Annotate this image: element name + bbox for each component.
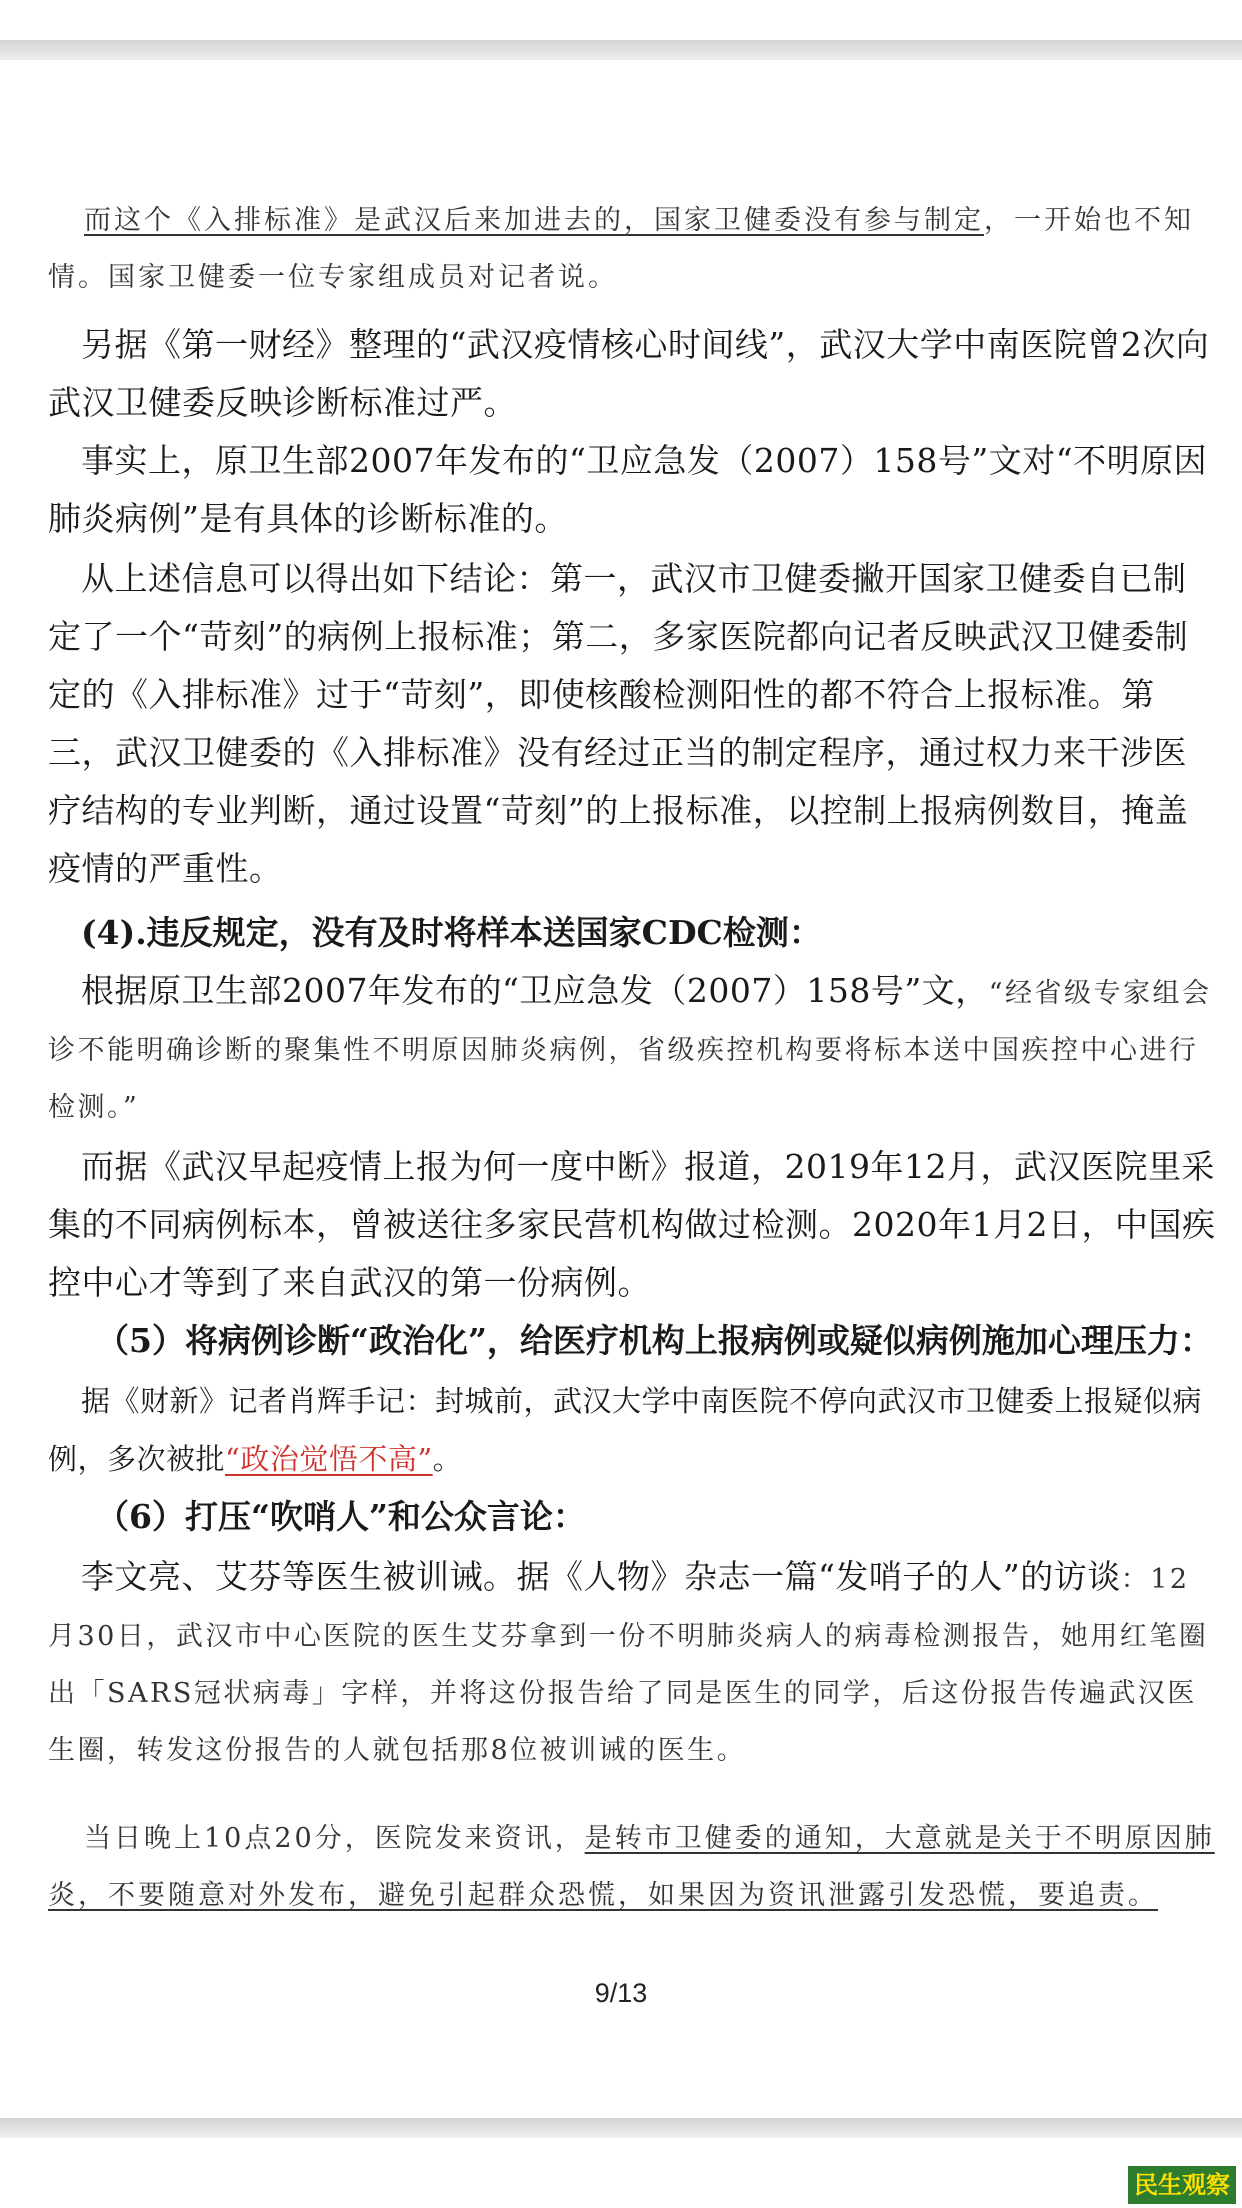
- heading-4: (4).违反规定，没有及时将样本送国家CDC检测：: [81, 913, 822, 952]
- bottom-scroll-bar: [0, 2118, 1242, 2138]
- underlined-text: 而这个《入排标准》是武汉后来加进去的，国家卫健委没有参与制定: [84, 205, 984, 236]
- underlined-text: 是转市卫健委的通知，大意就是关于不明原因肺炎，不要随意对外发布，避免引起群众恐慌，如果因为资讯泄露引发恐慌，要追责。: [48, 1823, 1215, 1911]
- paragraph-8: 李文亮、艾芬等医生被训诫。据《人物》杂志一篇“发哨子的人”的访谈：12月30日，武汉市中心医院的医生艾芬拿到一份不明肺炎病人的病毒检测报告，她用红笔圈出「SARS冠状病毒」字样，并将这份报告给了同是医生的同学，后这份报告传遍武汉医生圈，转发这份报告的人就包括那8位被训诫的医生。: [48, 1557, 1209, 1766]
- paragraph-quote-1: 而这个《入排标准》是武汉后来加进去的，国家卫健委没有参与制定，一开始也不知情。国家卫健委一位专家组成员对记者说。: [48, 205, 1194, 293]
- paragraph-7: 据《财新》记者肖辉手记：封城前，武汉大学中南医院不停向武汉市卫健委上报疑似病例，多次被批“政治觉悟不高”。: [48, 1384, 1203, 1476]
- highlighted-quote: “政治觉悟不高”: [225, 1442, 433, 1476]
- paragraph-9: 当日晚上10点20分，医院发来资讯，是转市卫健委的通知，大意就是关于不明原因肺炎，不要随意对外发布，避免引起群众恐慌，如果因为资讯泄露引发恐慌，要追责。: [48, 1823, 1215, 1911]
- heading-5: （5）将病例诊断“政治化”，给医疗机构上报病例或疑似病例施加心理压力：: [96, 1321, 1213, 1360]
- paragraph-6: 而据《武汉早起疫情上报为何一度中断》报道，2019年12月，武汉医院里采集的不同病例标本，曾被送往多家民营机构做过检测。2020年1月2日，中国疾控中心才等到了来自武汉的第一份病例。: [48, 1147, 1216, 1302]
- top-scroll-bar: [0, 40, 1242, 60]
- paragraph-4: 从上述信息可以得出如下结论：第一，武汉市卫健委撇开国家卫健委自已制定了一个“苛刻”的病例上报标准；第二，多家医院都向记者反映武汉卫健委制定的《入排标准》过于“苛刻”，即使核酸检测阳性的都不符合上报标准。第三，武汉卫健委的《入排标准》没有经过正当的制定程序，通过权力来干涉医疗结构的专业判断，通过设置“苛刻”的上报标准，以控制上报病例数目，掩盖疫情的严重性。: [48, 559, 1189, 888]
- paragraph-2: 另据《第一财经》整理的“武汉疫情核心时间线”，武汉大学中南医院曾2次向武汉卫健委反映诊断标准过严。: [48, 325, 1210, 422]
- paragraph-5: 根据原卫生部2007年发布的“卫应急发（2007）158号”文，“经省级专家组会诊不能明确诊断的聚集性不明原因肺炎病例，省级疾控机构要将标本送中国疾控中心进行检测。”: [48, 971, 1212, 1123]
- paragraph-3: 事实上，原卫生部2007年发布的“卫应急发（2007）158号”文对“不明原因肺炎病例”是有具体的诊断标准的。: [48, 441, 1208, 538]
- heading-6: （6）打压“吹哨人”和公众言论：: [96, 1497, 586, 1536]
- watermark-badge: 民生观察: [1128, 2166, 1236, 2204]
- page-number: 9/13: [594, 1978, 648, 2008]
